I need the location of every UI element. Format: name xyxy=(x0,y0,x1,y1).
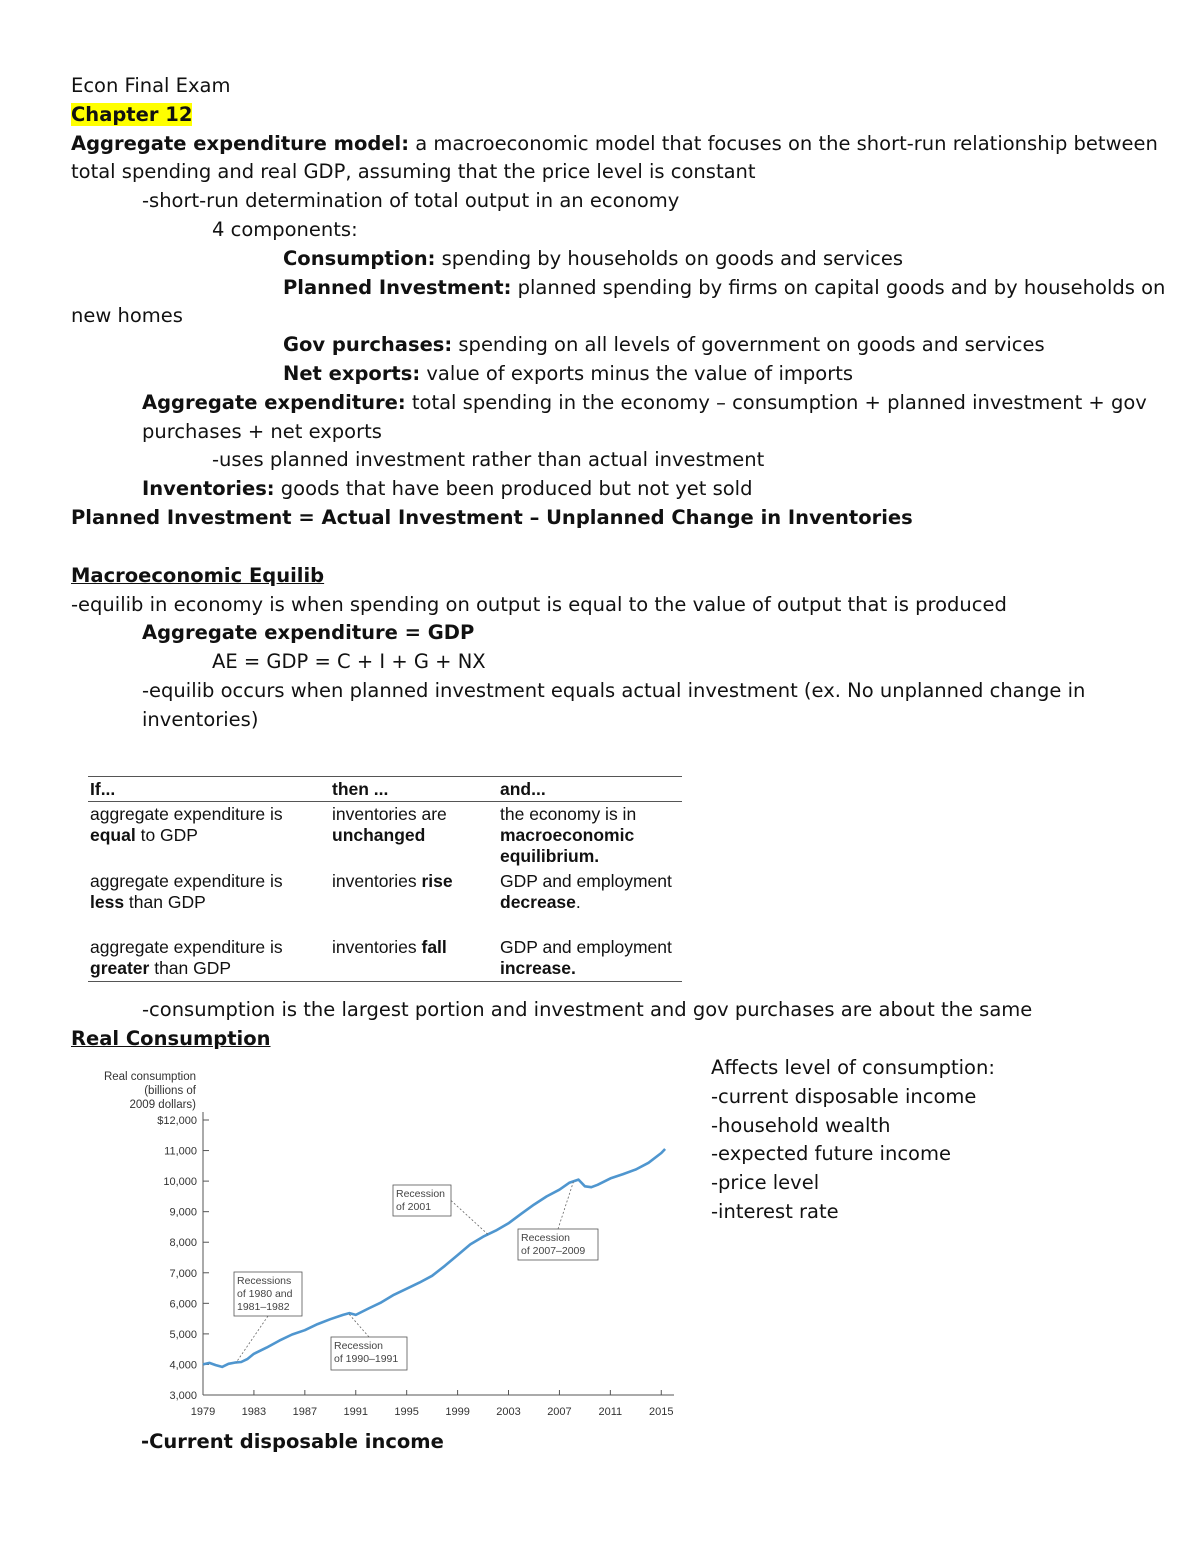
y-tick-label: 4,000 xyxy=(169,1359,197,1372)
x-tick-label: 1995 xyxy=(394,1406,419,1418)
equilib-condition: -equilib occurs when planned investment equals actual investment (ex. No unplanned change in xyxy=(142,678,1086,702)
annotation-label: of 2001 xyxy=(396,1201,432,1213)
y-tick-label: 3,000 xyxy=(169,1390,197,1402)
chapter-heading: Chapter 12 xyxy=(71,102,193,126)
components-label: 4 components: xyxy=(212,217,358,241)
annotation-leader xyxy=(451,1201,488,1235)
table-cell: GDP and employment increase. xyxy=(500,937,672,978)
equation-components: AE = GDP = C + I + G + NX xyxy=(212,650,486,674)
real-consumption-chart xyxy=(86,1062,686,1422)
table-cell: aggregate expenditure is less than GDP xyxy=(90,871,283,912)
annotation-label: of 1980 and xyxy=(237,1288,293,1300)
y-tick-label: 11,000 xyxy=(164,1145,197,1158)
table-cell: GDP and employment decrease. xyxy=(500,871,672,912)
annotation-label: of 2007–2009 xyxy=(521,1245,586,1257)
factors-heading: Affects level of consumption: xyxy=(711,1056,995,1079)
x-tick-label: 2003 xyxy=(496,1406,521,1418)
after-table-notes xyxy=(71,996,1131,1054)
table-row xyxy=(88,802,682,870)
y-tick-label: 9,000 xyxy=(169,1206,197,1219)
equilib-heading: Macroeconomic Equilib xyxy=(71,563,325,587)
equation-ae-gdp: Aggregate expenditure = GDP xyxy=(142,621,475,645)
ae-definition: Aggregate expenditure: total spending in the economy – consumption + planned investment + gov xyxy=(142,390,1147,414)
x-tick-label: 2011 xyxy=(598,1406,623,1418)
table-cell: inventories fall xyxy=(332,937,447,957)
y-tick-label: 8,000 xyxy=(169,1237,197,1250)
if-then-table xyxy=(88,776,682,982)
y-axis-label: Real consumption xyxy=(103,1071,196,1083)
ae-point: -uses planned investment rather than actual investment xyxy=(212,448,765,472)
ae-definition-cont: purchases + net exports xyxy=(142,419,382,443)
y-axis-label: (billions of xyxy=(144,1085,196,1097)
annotation-label: Recession xyxy=(334,1340,384,1352)
table-cell: inventories rise xyxy=(332,871,453,891)
consumption-note: -consumption is the largest portion and investment and gov purchases are about the same xyxy=(142,998,1033,1021)
y-tick-label: 7,000 xyxy=(169,1267,197,1280)
annotation-leader xyxy=(348,1313,369,1337)
table-header: then ... xyxy=(330,777,498,802)
equilib-line: -equilib in economy is when spending on output is equal to the value of output that is produced xyxy=(71,592,1007,616)
table-cell: inventories are unchanged xyxy=(332,804,447,845)
y-axis-label: 2009 dollars) xyxy=(129,1099,196,1111)
table-row xyxy=(88,869,682,935)
table-cell: the economy is in macroeconomic equilibrium. xyxy=(500,804,637,866)
y-tick-label: 5,000 xyxy=(169,1328,197,1341)
y-tick-label: $12,000 xyxy=(157,1115,197,1127)
factor-item: -price level xyxy=(711,1171,820,1195)
factor-item: -household wealth xyxy=(711,1113,891,1137)
x-tick-label: 1983 xyxy=(241,1406,267,1418)
annotation-label: Recession xyxy=(521,1232,571,1244)
table-cell: aggregate expenditure is greater than GDP xyxy=(90,937,283,978)
aem-point: -short-run determination of total output in an economy xyxy=(142,189,680,213)
notes-page xyxy=(71,72,1166,735)
component-planned-investment-cont: new homes xyxy=(71,304,183,328)
consumption-factors xyxy=(711,1054,995,1227)
y-tick-label: 6,000 xyxy=(169,1298,197,1311)
x-tick-label: 1999 xyxy=(445,1406,470,1418)
table-header-row xyxy=(88,777,682,802)
x-tick-label: 1979 xyxy=(190,1406,216,1418)
x-tick-label: 1991 xyxy=(343,1406,368,1418)
doc-title: Econ Final Exam xyxy=(71,74,231,97)
component-net-exports: Net exports: value of exports minus the value of imports xyxy=(283,361,854,385)
component-consumption: Consumption: spending by households on goods and services xyxy=(283,246,903,270)
table-cell: aggregate expenditure is equal to GDP xyxy=(90,804,283,845)
table-header: If... xyxy=(88,777,330,802)
aem-definition-cont: total spending and real GDP, assuming that the price level is constant xyxy=(71,160,756,184)
aem-definition: Aggregate expenditure model: a macroeconomic model that focuses on the short-run relationship between xyxy=(71,131,1158,155)
x-tick-label: 2007 xyxy=(547,1406,572,1418)
equilib-condition-cont: inventories) xyxy=(142,707,259,731)
table-header: and... xyxy=(498,777,682,802)
factor-item: -current disposable income xyxy=(711,1084,977,1108)
factor-item: -expected future income xyxy=(711,1142,951,1166)
investment-identity: Planned Investment = Actual Investment – Unplanned Change in Inventories xyxy=(71,505,913,529)
annotation-label: 1981–1982 xyxy=(237,1301,290,1313)
current-disposable-income-heading: -Current disposable income xyxy=(141,1430,444,1453)
factor-item: -interest rate xyxy=(711,1199,839,1223)
real-consumption-heading: Real Consumption xyxy=(71,1026,271,1050)
component-planned-investment: Planned Investment: planned spending by firms on capital goods and by households on xyxy=(283,275,1166,299)
table-row xyxy=(88,935,682,982)
y-tick-label: 10,000 xyxy=(163,1176,197,1189)
x-tick-label: 1987 xyxy=(292,1406,318,1418)
annotation-label: Recessions xyxy=(237,1275,292,1287)
inventories-definition: Inventories: goods that have been produced but not yet sold xyxy=(142,477,753,501)
annotation-label: Recession xyxy=(396,1188,446,1200)
component-gov-purchases: Gov purchases: spending on all levels of government on goods and services xyxy=(283,333,1045,357)
x-tick-label: 2015 xyxy=(649,1406,674,1418)
annotation-label: of 1990–1991 xyxy=(334,1353,399,1365)
